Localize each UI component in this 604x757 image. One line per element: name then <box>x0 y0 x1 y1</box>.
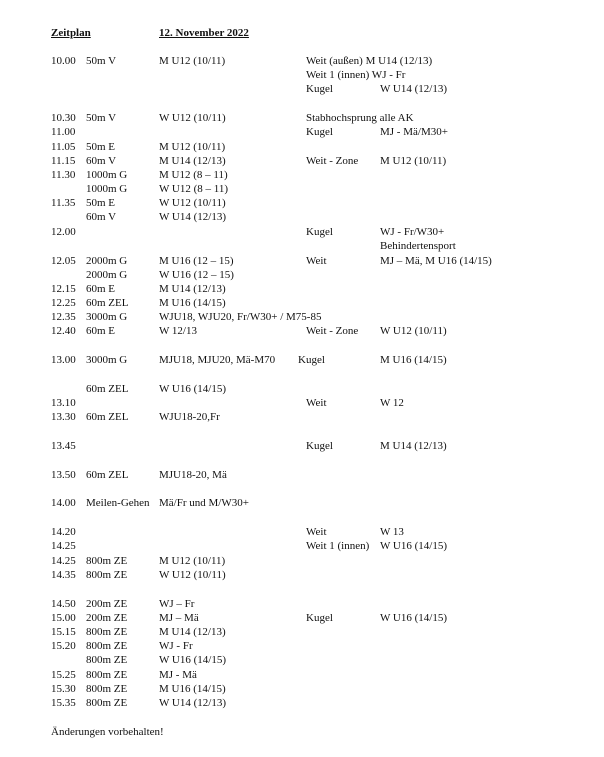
schedule-cell-c2: 60m V <box>86 155 117 167</box>
schedule-cell-c3: W 12/13 <box>159 325 197 337</box>
schedule-cell-c2: 800m ZE <box>86 626 128 638</box>
schedule-cell-c5: W U12 (10/11) <box>380 325 447 337</box>
schedule-cell-c5: M U14 (12/13) <box>380 440 447 452</box>
schedule-cell-c1: 12.35 <box>51 311 76 323</box>
schedule-cell-c2: 60m ZEL <box>86 297 129 309</box>
schedule-cell-c5: Behindertensport <box>380 240 456 252</box>
schedule-cell-c1: 12.15 <box>51 283 76 295</box>
schedule-cell-c2: 60m ZEL <box>86 383 129 395</box>
schedule-cell-c3: M U12 (10/11) <box>159 555 226 567</box>
schedule-cell-c2: 1000m G <box>86 183 128 195</box>
schedule-cell-c1: 10.30 <box>51 112 76 124</box>
schedule-cell-c3: M U16 (14/15) <box>159 683 226 695</box>
schedule-cell-c3: M U12 (10/11) <box>159 141 226 153</box>
schedule-cell-c1: 15.20 <box>51 640 76 652</box>
schedule-cell-c1: 11.05 <box>51 141 76 153</box>
schedule-cell-c3: W U16 (14/15) <box>159 383 227 395</box>
schedule-cell-c3: WJU18, WJU20, Fr/W30+ / M75-85 <box>159 311 322 323</box>
schedule-cell-c3: WJ - Fr <box>159 640 193 652</box>
schedule-cell-c2: 50m V <box>86 55 117 67</box>
schedule-cell-c4: Weit <box>306 255 327 267</box>
schedule-cell-c2: 2000m G <box>86 255 128 267</box>
schedule-cell-c4: Stabhochsprung alle AK <box>306 112 414 124</box>
schedule-cell-c5: W U14 (12/13) <box>380 83 448 95</box>
schedule-cell-c2: 1000m G <box>86 169 128 181</box>
schedule-cell-c2: 800m ZE <box>86 640 128 652</box>
schedule-cell-c2: 200m ZE <box>86 612 128 624</box>
schedule-cell-c5: W 12 <box>380 397 404 409</box>
schedule-cell-c3: W U12 (8 – 11) <box>159 183 229 195</box>
schedule-cell-c2: 800m ZE <box>86 669 128 681</box>
schedule-cell-c2: 800m ZE <box>86 683 128 695</box>
schedule-cell-c3: M U14 (12/13) <box>159 155 226 167</box>
schedule-cell-c2: 50m E <box>86 141 116 153</box>
schedule-cell-c4: Kugel <box>306 226 333 238</box>
schedule-cell-c3: W U16 (12 – 15) <box>159 269 234 281</box>
schedule-cell-c3: W U12 (10/11) <box>159 112 226 124</box>
schedule-cell-c1: 13.50 <box>51 469 76 481</box>
schedule-cell-c4: Kugel <box>298 354 325 366</box>
schedule-cell-c1: 12.25 <box>51 297 76 309</box>
schedule-cell-c2: 2000m G <box>86 269 128 281</box>
schedule-cell-c5: W U16 (14/15) <box>380 540 448 552</box>
event-date: 12. November 2022 <box>159 27 249 39</box>
schedule-cell-c5: M U12 (10/11) <box>380 155 447 167</box>
schedule-cell-c3: MJU18-20, Mä <box>159 469 227 481</box>
schedule-cell-c4: Weit 1 (innen) <box>306 540 370 552</box>
schedule-cell-c1: 15.30 <box>51 683 76 695</box>
schedule-cell-c1: 10.00 <box>51 55 76 67</box>
schedule-cell-c1: 15.00 <box>51 612 76 624</box>
schedule-cell-c3: W U12 (10/11) <box>159 569 226 581</box>
schedule-cell-c4: Weit - Zone <box>306 325 359 337</box>
schedule-cell-c1: 14.50 <box>51 598 76 610</box>
schedule-cell-c3: W U14 (12/13) <box>159 697 227 709</box>
schedule-cell-c1: 15.15 <box>51 626 76 638</box>
schedule-cell-c1: 11.15 <box>51 155 76 167</box>
schedule-cell-c5: W U16 (14/15) <box>380 612 448 624</box>
schedule-cell-c2: 60m E <box>86 325 116 337</box>
schedule-cell-c4: Weit 1 (innen) WJ - Fr <box>306 69 406 81</box>
schedule-cell-c2: 60m ZEL <box>86 469 129 481</box>
schedule-cell-c5: WJ - Fr/W30+ <box>380 226 445 238</box>
schedule-cell-c3: M U14 (12/13) <box>159 626 226 638</box>
schedule-cell-c3: WJ – Fr <box>159 598 195 610</box>
schedule-cell-c1: 13.30 <box>51 411 76 423</box>
schedule-cell-c1: 12.40 <box>51 325 76 337</box>
schedule-cell-c2: 50m V <box>86 112 117 124</box>
schedule-cell-c4: Weit (außen) M U14 (12/13) <box>306 55 433 67</box>
schedule-cell-c1: 11.35 <box>51 197 76 209</box>
schedule-cell-c5: MJ - Mä/M30+ <box>380 126 448 138</box>
schedule-cell-c3: WJU18-20,Fr <box>159 411 220 423</box>
schedule-cell-c1: 13.10 <box>51 397 76 409</box>
schedule-cell-c1: 14.35 <box>51 569 76 581</box>
schedule-cell-c5: W 13 <box>380 526 404 538</box>
schedule-cell-c5: MJ – Mä, M U16 (14/15) <box>380 255 492 267</box>
schedule-cell-c2: 60m ZEL <box>86 411 129 423</box>
schedule-cell-c1: 13.45 <box>51 440 76 452</box>
schedule-cell-c2: 200m ZE <box>86 598 128 610</box>
schedule-cell-c2: 60m V <box>86 211 117 223</box>
schedule-cell-c3: MJ - Mä <box>159 669 197 681</box>
schedule-cell-c2: 3000m G <box>86 354 128 366</box>
schedule-cell-c2: Meilen-Gehen <box>86 497 150 509</box>
schedule-cell-c3: Mä/Fr und M/W30+ <box>159 497 249 509</box>
schedule-cell-c2: 800m ZE <box>86 555 128 567</box>
schedule-cell-c4: Kugel <box>306 440 333 452</box>
schedule-cell-c1: 12.00 <box>51 226 76 238</box>
schedule-cell-c3: M U12 (8 – 11) <box>159 169 228 181</box>
schedule-cell-c2: 60m E <box>86 283 116 295</box>
schedule-cell-c3: M U14 (12/13) <box>159 283 226 295</box>
schedule-cell-c5: M U16 (14/15) <box>380 354 447 366</box>
schedule-cell-c1: 11.00 <box>51 126 76 138</box>
schedule-cell-c4: Kugel <box>306 83 333 95</box>
schedule-cell-c2: 3000m G <box>86 311 128 323</box>
schedule-cell-c1: 13.00 <box>51 354 76 366</box>
schedule-cell-c1: 11.30 <box>51 169 76 181</box>
schedule-cell-c4: Weit <box>306 397 327 409</box>
schedule-cell-c1: 14.20 <box>51 526 76 538</box>
schedule-cell-c2: 800m ZE <box>86 697 128 709</box>
schedule-cell-c3: M U16 (14/15) <box>159 297 226 309</box>
schedule-cell-c1: 14.00 <box>51 497 76 509</box>
page-title: Zeitplan <box>51 27 91 39</box>
schedule-cell-c1: 14.25 <box>51 555 76 567</box>
schedule-cell-c2: 50m E <box>86 197 116 209</box>
schedule-cell-c4: Kugel <box>306 126 333 138</box>
schedule-cell-c4: Weit <box>306 526 327 538</box>
schedule-cell-c3: MJU18, MJU20, Mä-M70 <box>159 354 276 366</box>
schedule-cell-c4: Weit - Zone <box>306 155 359 167</box>
schedule-cell-c1: 15.25 <box>51 669 76 681</box>
schedule-cell-c3: M U12 (10/11) <box>159 55 226 67</box>
schedule-cell-c2: 800m ZE <box>86 654 128 666</box>
schedule-cell-c1: 12.05 <box>51 255 76 267</box>
schedule-cell-c3: W U16 (14/15) <box>159 654 227 666</box>
schedule-cell-c4: Kugel <box>306 612 333 624</box>
footer-note: Änderungen vorbehalten! <box>51 726 164 738</box>
schedule-cell-c3: W U12 (10/11) <box>159 197 226 209</box>
schedule-cell-c3: MJ – Mä <box>159 612 199 624</box>
schedule-cell-c3: M U16 (12 – 15) <box>159 255 234 267</box>
schedule-cell-c3: W U14 (12/13) <box>159 211 227 223</box>
schedule-cell-c1: 14.25 <box>51 540 76 552</box>
schedule-cell-c1: 15.35 <box>51 697 76 709</box>
schedule-cell-c2: 800m ZE <box>86 569 128 581</box>
